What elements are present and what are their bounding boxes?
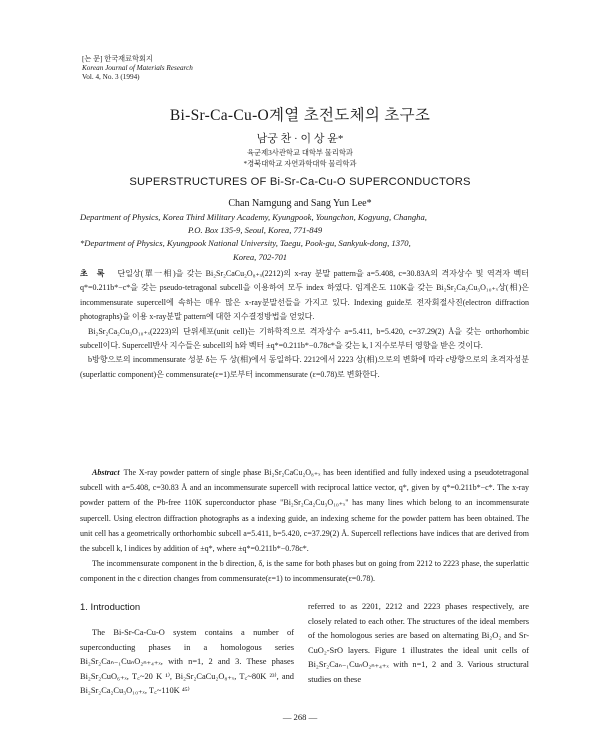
affiliations-en bbox=[80, 211, 540, 264]
section-title-introduction: 1. Introduction bbox=[80, 602, 141, 613]
abstract-ko-p3: b방향으로의 incommensurate 성분 δ는 두 상(相)에서 동일하다. 2212에서 2223 상(相)으로의 변화에 따라 c방향으로의 초격자성분(superlattic component)은 commensurate(ε=1)로부터 incommensurate (ε=0.78)로 변화한다. bbox=[80, 355, 529, 379]
intro-paragraph-1-continued: referred to as 2201, 2212 and 2223 phases respectively, are closely related to each other. The structures of the ideal members of the homologous series are based on alternating Bi₂O₂ and Sr-CuO₂-SrO layers. Figure 1 illustrates the ideal unit cells of Bi₂Sr₂Caₙ₋₁CuₙO₂ₙ₊₄₊ₓ with n=1, 2 and 3. Various structural studies on these bbox=[308, 602, 529, 684]
paper-title-ko: Bi-Sr-Ca-Cu-O계열 초전도체의 초구조 bbox=[169, 107, 431, 124]
abstract-en bbox=[80, 465, 529, 587]
journal-header bbox=[82, 55, 193, 82]
abstract-en-p1: The X-ray powder pattern of single phase Bi₂Sr₂CaCu₂O₈₊ₓ has been identified and fully indexed using a pseudotetragonal subcell with a=5.408, c=30.83 Å and an incommensurate supercell with reciprocal lattice vector, q*, given by q*=0.211b*−c*. The x-ray powder pattern of the Pb-free 110K superconductor phase "Bi₂Sr₂Ca₂Cu₃O₁₀₊ₓ" has many lines which belong to an incommensurate supercell. Using electron diffraction photographs as a indexing guide, an indexing scheme for the powder pattern has been obtained. The unit cell has a geometrically orthorhombic subcell a=5.411, b=5.420, c=37.29(2) Å. Supercell reflections have indices that are derived from the subcell k, l indices by addition of ±q*, where ±q*=0.211b*−0.78c*. bbox=[80, 468, 529, 554]
journal-name-en: Korean Journal of Materials Research bbox=[82, 64, 193, 72]
affiliation-en-2: *Department of Physics, Kyungpook National University, Taegu, Pook-gu, Sankyuk-dong, 1370, bbox=[80, 238, 411, 249]
abstract-ko-p2: Bi₂Sr₂Ca₂Cu₃O₁₀₊ₓ(2223)의 단위세포(unit cell)는 기하학적으로 격자상수 a=5.411, b=5.420, c=37.29(2) Å을 갖는 orthorhombic subcell이다. Supercell반사 지수들은 subcell의 h와 벡터 ±q*=0.211b*−0.78c*을 갖는 k, l 지수로부터 영향을 받은 것이다. bbox=[80, 326, 529, 351]
authors-ko: 남궁 찬 · 이 상 윤* bbox=[256, 133, 344, 145]
body-column-right bbox=[308, 600, 529, 688]
affiliation-ko-2: *경북대학교 자연과학대학 물리학과 bbox=[243, 159, 357, 168]
page-number: — 268 — bbox=[282, 712, 318, 722]
abstract-en-p2: The incommensurate component in the b direction, δ, is the same for both phases but on going from 2212 to 2223 phase, the superlattic component in the c direction changes from commensurate(ε=1) to incommensurate(ε=0.78). bbox=[80, 559, 529, 584]
body-column-left bbox=[80, 626, 294, 699]
abstract-ko-p1: 단일상(單一相)을 갖는 Bi₂Sr₂CaCu₂O₈₊ₓ(2212)의 x-ray 분말 pattern을 a=5.408, c=30.83A의 격자상수 및 역격자 벡터 q*=0.211b*−c*을 갖는 pseudo-tetragonal subcell을 이용하여 모두 index 하였다. 임계온도 110K을 갖는 Bi₂Sr₂Ca₂Cu₃O₁₀₊ₓ상(相)은 incommensurate supercell에 속하는 매우 많은 x-ray분말선들을 가지고 있다. Indexing guide로 전자회절사진(electron diffraction photographs)을 이용 x-ray분말 pattern에 대한 지수결정방법을 얻었다. bbox=[80, 269, 529, 322]
authors-en: Chan Namgung and Sang Yun Lee* bbox=[228, 198, 372, 209]
affiliation-ko-1: 육군제3사관학교 대학부 물리학과 bbox=[247, 148, 353, 157]
abstract-ko-label: 초록 bbox=[80, 269, 114, 278]
affiliation-en-1: Department of Physics, Korea Third Military Academy, Kyungpook, Youngchon, Kogyung, Changha, bbox=[80, 212, 427, 222]
journal-name-ko: [논 문] 한국재료학회지 bbox=[82, 55, 153, 63]
paper-title-en: SUPERSTRUCTURES OF Bi-Sr-Ca-Cu-O SUPERCONDUCTORS bbox=[129, 176, 471, 188]
journal-volume: Vol. 4, No. 3 (1994) bbox=[82, 73, 140, 81]
abstract-en-label: Abstract bbox=[92, 468, 120, 477]
affiliations-ko bbox=[0, 147, 600, 169]
abstract-ko bbox=[80, 267, 529, 382]
affiliation-en-1b: P.O. Box 135-9, Seoul, Korea, 771-849 bbox=[188, 225, 323, 236]
intro-paragraph-1: The Bi-Sr-Ca-Cu-O system contains a number of superconducting phases in a homologous series Bi₂Sr₂Caₙ₋₁CuₙO₂ₙ₊₄₊ₓ, with n=1, 2 and 3. These phases Bi₂Sr₂CuO₆₊ₓ, T꜀~20 K ¹⁾, Bi₂Sr₂CaCu₂O₈₊ₓ, T꜀~80K ²³⁾, and Bi₂Sr₂Ca₂Cu₃O₁₀₊ₓ, T꜀~110K ⁴⁵⁾ bbox=[80, 628, 294, 696]
affiliation-en-2b: Korea, 702-701 bbox=[233, 251, 288, 262]
